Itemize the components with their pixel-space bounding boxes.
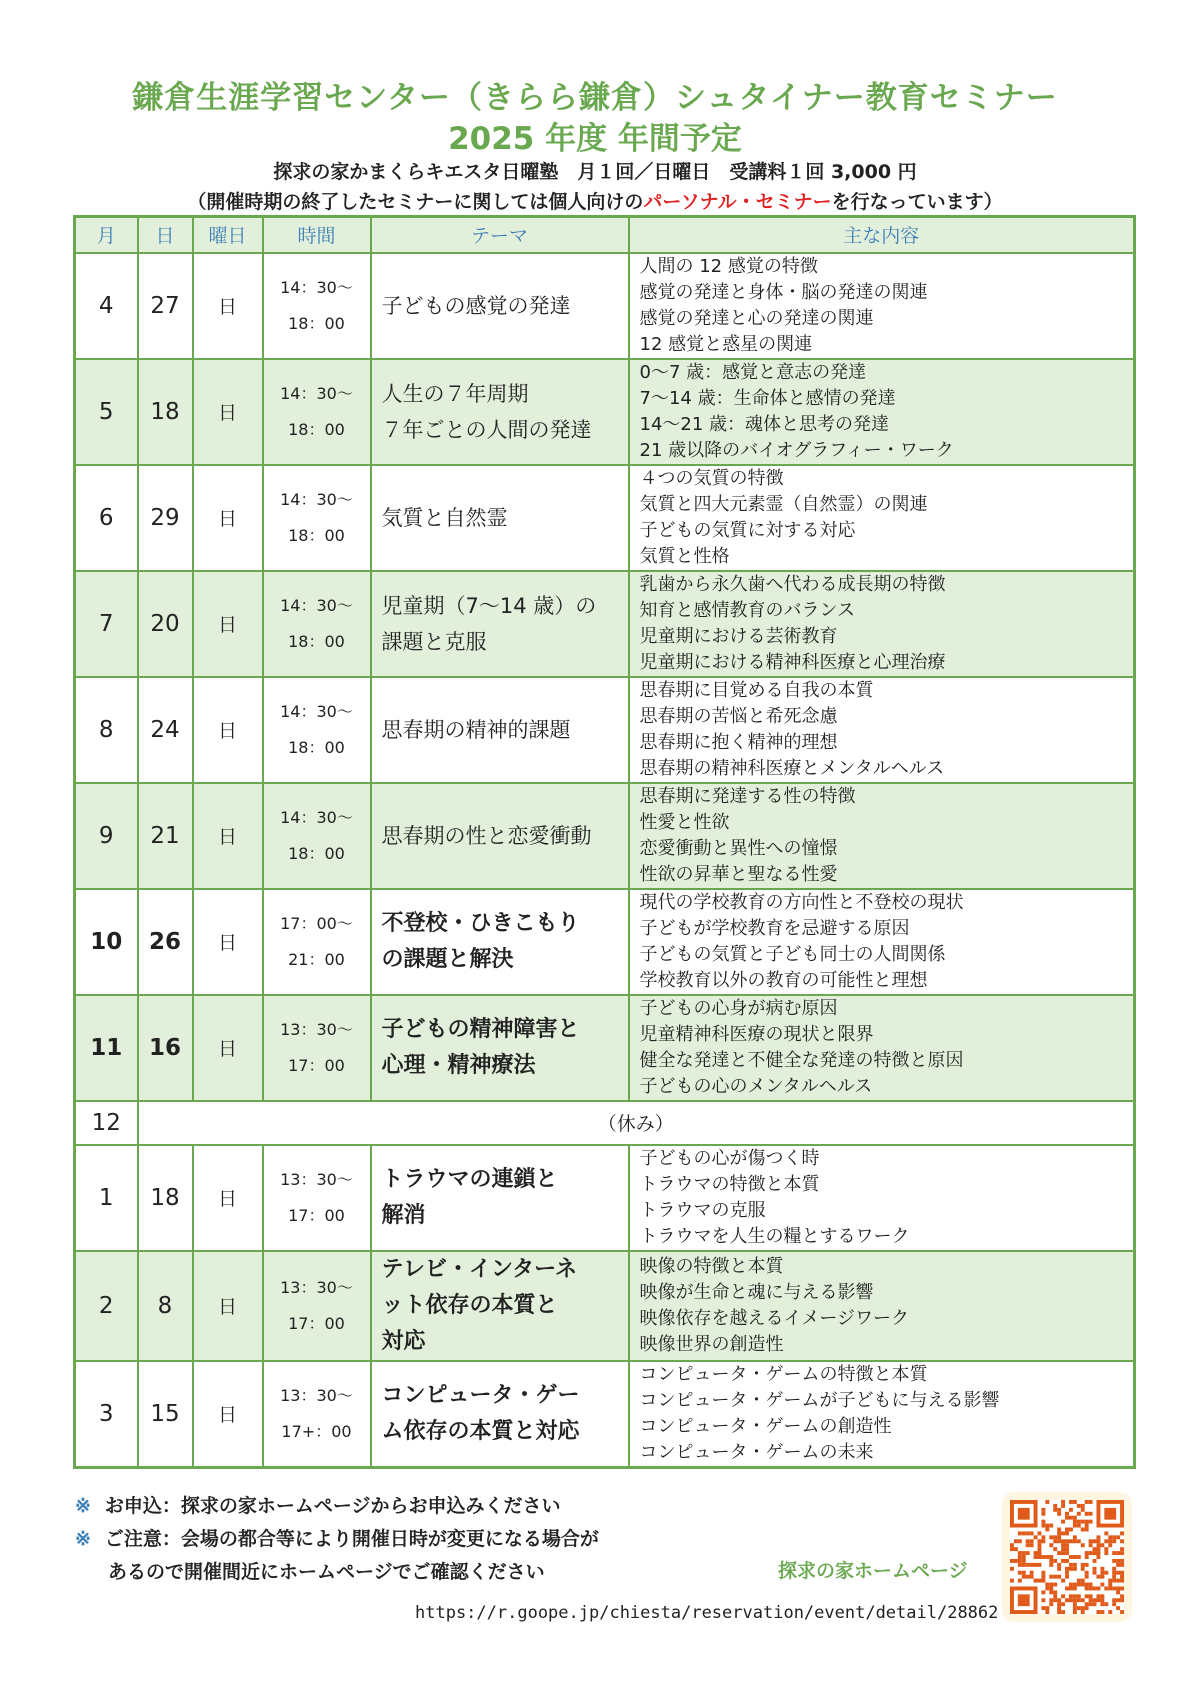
cell-theme [371,571,629,677]
table-row [75,359,1135,465]
cell-contents [629,253,1135,359]
cell-time [263,465,371,571]
cell-theme [371,1251,629,1361]
cell-theme [371,783,629,889]
cell-time [263,1145,371,1251]
time-end: 18：00 [288,737,345,757]
content-item: トラウマを人生の糧とするワーク [639,1225,910,1247]
cell-weekday: 日 [193,253,263,359]
cell-day: 27 [138,253,193,359]
content-item: 映像世界の創造性 [639,1333,784,1355]
cell-month: 11 [75,995,138,1101]
col-header-month: 月 [75,217,138,253]
content-item: ４つの気質の特徴 [639,467,784,489]
table-row [75,1145,1135,1251]
cell-day: 24 [138,677,193,783]
theme-line: 不登校・ひきこもり [381,910,580,936]
theme-line: 子どもの精神障害と [381,1016,580,1042]
note-pre: （開催時期の終了したセミナーに関しては個人向けの [187,191,644,213]
note-apply-text: お申込：探求の家ホームページからお申込みください [104,1495,561,1517]
cell-month: 1 [75,1145,138,1251]
content-item: 児童精神科医療の現状と限界 [639,1023,874,1045]
cell-theme [371,465,629,571]
theme-line: ム依存の本質と対応 [381,1418,580,1444]
cell-weekday: 日 [193,677,263,783]
cell-day: 21 [138,783,193,889]
cell-time [263,571,371,677]
cell-day: 26 [138,889,193,995]
note-mark: ※ [75,1528,91,1550]
cell-time [263,1251,371,1361]
time-end: 18：00 [288,313,345,333]
page-subtitle: 2025 年度 年間予定 [448,121,742,157]
theme-line: コンピュータ・ゲー [381,1382,580,1408]
cell-contents [629,571,1135,677]
content-item: 思春期の苦悩と希死念慮 [639,705,838,727]
note-apply [75,1490,599,1523]
cell-weekday: 日 [193,571,263,677]
content-item: 0～7 歳：感覚と意志の発達 [639,361,867,383]
table-row [75,995,1135,1101]
content-item: トラウマの特徴と本質 [639,1173,820,1195]
note-caution [75,1523,599,1556]
col-header-contents: 主な内容 [629,217,1135,253]
time-start: 14：30～ [280,807,353,827]
theme-line: 心理・精神療法 [381,1052,536,1078]
cell-contents [629,995,1135,1101]
cell-month: 8 [75,677,138,783]
content-item: 映像依存を越えるイメージワーク [639,1307,909,1329]
cell-contents [629,889,1135,995]
theme-line: 思春期の性と恋愛衝動 [381,823,592,848]
content-item: 思春期に抱く精神的理想 [639,731,838,753]
table-row [75,889,1135,995]
cell-time [263,253,371,359]
col-header-weekday: 曜日 [193,217,263,253]
cell-contents [629,783,1135,889]
content-item: 14～21 歳：魂体と思考の発達 [639,413,890,435]
table-row [75,465,1135,571]
content-item: 児童期における精神科医療と心理治療 [639,651,946,673]
content-item: コンピュータ・ゲームの創造性 [639,1415,892,1437]
content-item: 感覚の発達と身体・脳の発達の関連 [639,281,928,303]
time-end: 17：00 [288,1055,345,1075]
content-item: 性愛と性欲 [639,811,730,833]
time-start: 17：00～ [280,913,353,933]
cell-day: 16 [138,995,193,1101]
cell-month: 2 [75,1251,138,1361]
theme-line: 解消 [381,1202,426,1228]
qr-code[interactable] [1002,1492,1132,1622]
page-title: 鎌倉生涯学習センター（きらら鎌倉）シュタイナー教育セミナー [132,80,1058,116]
theme-line: 気質と自然霊 [381,505,508,530]
content-item: 子どもの心が傷つく時 [639,1147,820,1169]
qr-code-icon [1010,1500,1124,1614]
content-item: コンピュータ・ゲームの未来 [639,1441,874,1463]
time-start: 14：30～ [280,277,353,297]
time-start: 14：30～ [280,489,353,509]
content-item: 思春期に目覚める自我の本質 [639,679,874,701]
theme-line: 子どもの感覚の発達 [381,293,571,318]
content-item: 学校教育以外の教育の可能性と理想 [639,969,928,991]
content-item: 現代の学校教育の方向性と不登校の現状 [639,891,964,913]
content-item: 恋愛衝動と異性への憧憬 [639,837,838,859]
content-item: 映像の特徴と本質 [639,1255,784,1277]
table-row [75,253,1135,359]
content-item: 児童期における芸術教育 [639,625,838,647]
theme-line: の課題と解決 [381,946,514,972]
cell-month: 4 [75,253,138,359]
note-highlight: パーソナル・セミナー [643,191,832,213]
cell-contents [629,1145,1135,1251]
time-end: 18：00 [288,525,345,545]
theme-line: テレビ・インターネ [381,1256,578,1282]
note-caution-text: ご注意：会場の都合等により開催日時が変更になる場合が [104,1528,599,1550]
theme-line: 人生の７年周期 [381,381,529,406]
theme-line: 課題と克服 [381,629,487,654]
table-row [75,783,1135,889]
content-item: 思春期の精神科医療とメンタルヘルス [639,757,945,779]
cell-day: 18 [138,1145,193,1251]
time-end: 18：00 [288,419,345,439]
footer-notes [75,1490,599,1589]
table-row [75,1361,1135,1468]
cell-month: 7 [75,571,138,677]
note-post: を行なっています） [831,191,1003,213]
theme-line: 思春期の精神的課題 [381,717,571,742]
cell-month: 12 [75,1101,138,1145]
table-row [75,677,1135,783]
col-header-time: 時間 [263,217,371,253]
time-end: 21：00 [288,949,345,969]
cell-contents [629,1361,1135,1468]
content-item: 感覚の発達と心の発達の関連 [639,307,874,329]
table-row [75,1251,1135,1361]
cell-month: 6 [75,465,138,571]
cell-theme [371,1361,629,1468]
content-item: 映像が生命と魂に与える影響 [639,1281,874,1303]
note-mark: ※ [75,1495,91,1517]
table-header-row [75,217,1135,253]
cell-time [263,995,371,1101]
time-start: 14：30～ [280,595,353,615]
cell-time [263,1361,371,1468]
content-item: 子どもが学校教育を忌避する原因 [639,917,910,939]
cell-month: 9 [75,783,138,889]
time-end: 18：00 [288,631,345,651]
rest-label: （休み） [138,1101,1135,1145]
time-end: 17+：00 [281,1421,352,1441]
theme-line: 対応 [381,1328,426,1354]
content-item: 健全な発達と不健全な発達の特徴と原因 [639,1049,964,1071]
content-item: 人間の 12 感覚の特徴 [639,255,818,277]
theme-line: ７年ごとの人間の発達 [381,417,592,442]
cell-contents [629,1251,1135,1361]
content-item: 12 感覚と惑星の関連 [639,333,813,355]
theme-line: ット依存の本質と [381,1292,558,1318]
cell-weekday: 日 [193,783,263,889]
content-item: 気質と性格 [639,545,730,567]
note-caution-cont: あるので開催間近にホームページでご確認ください [108,1561,545,1583]
table-row [75,571,1135,677]
content-item: 子どもの心のメンタルヘルス [639,1075,873,1097]
personal-seminar-note [0,187,1190,214]
content-item: トラウマの克服 [639,1199,766,1221]
cell-theme [371,677,629,783]
cell-contents [629,465,1135,571]
cell-time [263,783,371,889]
cell-theme [371,995,629,1101]
cell-weekday: 日 [193,1361,263,1468]
cell-theme [371,1145,629,1251]
theme-line: トラウマの連鎖と [381,1166,558,1192]
content-item: 7～14 歳：生命体と感情の発達 [639,387,896,409]
theme-line: 児童期（7～14 歳）の [381,593,597,618]
time-start: 13：30～ [280,1019,353,1039]
cell-theme [371,359,629,465]
content-item: 知育と感情教育のバランス [639,599,855,621]
content-item: 子どもの気質と子ども同士の人間関係 [639,943,946,965]
cell-weekday: 日 [193,889,263,995]
cell-month: 3 [75,1361,138,1468]
content-item: 子どもの気質に対する対応 [639,519,856,541]
schedule-body [75,253,1135,1468]
content-item: コンピュータ・ゲームが子どもに与える影響 [639,1389,1000,1411]
course-info: 探求の家かまくらキエスタ日曜塾 月１回／日曜日 受講料１回 3,000 円 [273,161,917,183]
homepage-label: 探求の家ホームページ [778,1560,968,1582]
time-end: 17：00 [288,1205,345,1225]
time-start: 13：30～ [280,1277,353,1297]
content-item: 乳歯から永久歯へ代わる成長期の特徴 [639,573,946,595]
cell-weekday: 日 [193,1251,263,1361]
time-start: 13：30～ [280,1385,353,1405]
time-end: 18：00 [288,843,345,863]
content-item: 気質と四大元素霊（自然霊）の関連 [639,493,928,515]
schedule-table [73,215,1136,1469]
cell-time [263,359,371,465]
cell-day: 15 [138,1361,193,1468]
cell-month: 10 [75,889,138,995]
cell-weekday: 日 [193,995,263,1101]
content-item: 子どもの心身が病む原因 [639,997,838,1019]
cell-theme [371,889,629,995]
time-start: 14：30～ [280,701,353,721]
cell-weekday: 日 [193,465,263,571]
content-item: 思春期に発達する性の特徴 [639,785,856,807]
rest-row [75,1101,1135,1145]
time-start: 14：30～ [280,383,353,403]
cell-theme [371,253,629,359]
cell-month: 5 [75,359,138,465]
cell-day: 8 [138,1251,193,1361]
cell-day: 29 [138,465,193,571]
cell-time [263,677,371,783]
cell-weekday: 日 [193,359,263,465]
content-item: 21 歳以降のバイオグラフィー・ワーク [639,439,954,461]
content-item: 性欲の昇華と聖なる性愛 [639,863,838,885]
cell-contents [629,677,1135,783]
time-end: 17：00 [288,1313,345,1333]
col-header-theme: テーマ [371,217,629,253]
content-item: コンピュータ・ゲームの特徴と本質 [639,1363,928,1385]
cell-day: 18 [138,359,193,465]
cell-weekday: 日 [193,1145,263,1251]
time-start: 13：30～ [280,1169,353,1189]
cell-contents [629,359,1135,465]
cell-time [263,889,371,995]
reservation-url[interactable]: https://r.goope.jp/chiesta/reservation/event/detail/28862 [415,1603,999,1623]
cell-day: 20 [138,571,193,677]
col-header-day: 日 [138,217,193,253]
